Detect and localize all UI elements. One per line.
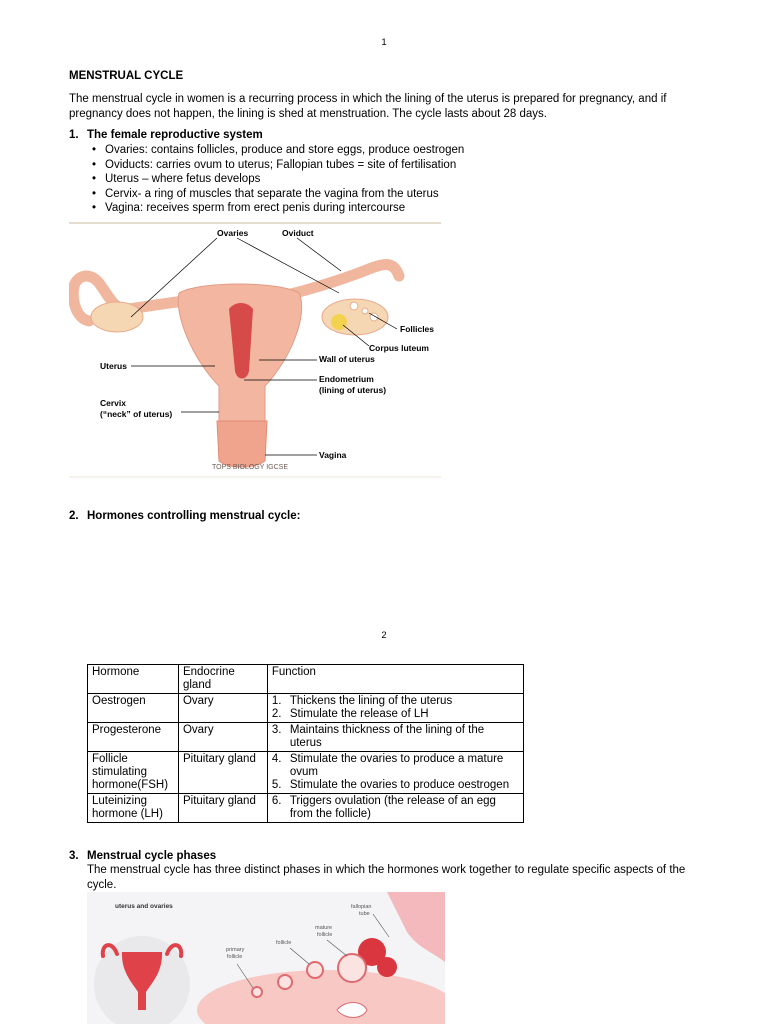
section-heading-2 xyxy=(69,509,300,524)
function-item: 4. Stimulate the ovaries to produce a mature ovum xyxy=(271,753,504,778)
table-header-row xyxy=(88,665,524,694)
table-row xyxy=(88,723,524,752)
primary-follicle-shape xyxy=(252,987,262,997)
reproductive-system-diagram xyxy=(69,221,441,481)
label-fallopian: fallopian xyxy=(351,904,372,910)
table-cell-gland: Pituitary gland xyxy=(178,794,267,823)
label-cervix-sub: (“neck” of uterus) xyxy=(100,409,173,419)
label-endometrium-sub: (lining of uterus) xyxy=(319,385,387,395)
function-item: 2. Stimulate the release of LH xyxy=(271,708,429,720)
section-title: Hormones controlling menstrual cycle: xyxy=(87,510,301,522)
table-cell-hormone: Progesterone xyxy=(88,723,179,752)
corpus-luteum xyxy=(331,314,347,330)
label-mature: mature xyxy=(315,925,333,931)
label-uterus: Uterus xyxy=(100,361,127,371)
label-primary: primary xyxy=(226,947,245,953)
follicle-shape xyxy=(307,962,323,978)
table-cell-function xyxy=(267,694,523,723)
left-ovary xyxy=(91,302,143,332)
hormone-table xyxy=(87,664,524,823)
figure-title: uterus and ovaries xyxy=(115,903,173,910)
section-heading-3 xyxy=(69,849,216,864)
table-cell-hormone: Follicle stimulating hormone(FSH) xyxy=(88,752,179,794)
section-number: 2. xyxy=(69,510,79,522)
label-primary-sub: follicle xyxy=(227,954,243,960)
intro-paragraph xyxy=(69,92,709,121)
function-item: 1. Thickens the lining of the uterus xyxy=(271,695,453,707)
label-fallopian-sub: tube xyxy=(359,911,370,917)
follicle-shape xyxy=(278,975,292,989)
intro-line: pregnancy does not happen, the lining is shed at menstruation. The cycle lasts about 28 days. xyxy=(69,107,547,120)
table-header-cell: Endocrine gland xyxy=(178,665,267,694)
table-cell-gland: Ovary xyxy=(178,694,267,723)
phases-line: The menstrual cycle has three distinct phases in which the hormones work together to regulate specific aspects of the xyxy=(87,864,686,876)
list-item: • Cervix- a ring of muscles that separate the vagina from the uterus xyxy=(87,187,464,202)
watermark: TOPS BIOLOGY IGCSE xyxy=(212,464,288,471)
section-heading-1 xyxy=(69,128,263,143)
section-number: 1. xyxy=(69,129,79,141)
phases-line: cycle. xyxy=(87,878,117,891)
section-title: The female reproductive system xyxy=(87,129,263,141)
function-item: 6. Triggers ovulation (the release of an egg from the follicle) xyxy=(271,795,496,820)
label-cervix: Cervix xyxy=(100,398,126,408)
table-header-cell: Hormone xyxy=(88,665,179,694)
list-item: • Vagina: receives sperm from erect penis during intercourse xyxy=(87,201,464,216)
table-cell-function xyxy=(267,723,523,752)
reproductive-system-list xyxy=(87,143,464,216)
table-row xyxy=(88,752,524,794)
label-vagina: Vagina xyxy=(319,450,347,460)
table-cell-function xyxy=(267,794,523,823)
table-header-cell: Function xyxy=(267,665,523,694)
list-item: • Uterus – where fetus develops xyxy=(87,172,464,187)
label-oviduct: Oviduct xyxy=(282,228,314,238)
uterus-ovaries-figure xyxy=(87,892,445,1024)
function-item: 3. Maintains thickness of the lining of the uterus xyxy=(271,724,485,749)
section-title: Menstrual cycle phases xyxy=(87,850,217,862)
table-cell-gland: Pituitary gland xyxy=(178,752,267,794)
table-row xyxy=(88,794,524,823)
vagina-shape xyxy=(217,421,267,467)
phases-paragraph xyxy=(87,863,717,892)
label-mature-sub: follicle xyxy=(317,932,333,938)
section-number: 3. xyxy=(69,850,79,862)
mature-follicle-shape xyxy=(338,954,366,982)
label-follicles: Follicles xyxy=(400,324,435,334)
list-item: • Ovaries: contains follicles, produce and store eggs, produce oestrogen xyxy=(87,143,464,158)
label-corpus-luteum: Corpus luteum xyxy=(369,343,429,353)
function-item: 5. Stimulate the ovaries to produce oestrogen xyxy=(271,779,510,791)
table-cell-hormone: Oestrogen xyxy=(88,694,179,723)
follicle-shape xyxy=(350,302,358,310)
label-ovaries: Ovaries xyxy=(217,228,249,238)
table-cell-gland: Ovary xyxy=(178,723,267,752)
list-item: • Oviducts: carries ovum to uterus; Fallopian tubes = site of fertilisation xyxy=(87,158,464,173)
label-follicle: follicle xyxy=(276,940,292,946)
page-number: 2 xyxy=(381,630,387,641)
follicle-shape xyxy=(362,308,368,314)
document-title: MENSTRUAL CYCLE xyxy=(69,70,184,82)
table-row xyxy=(88,694,524,723)
label-endometrium: Endometrium xyxy=(319,374,374,384)
table-cell-function xyxy=(267,752,523,794)
page-number: 1 xyxy=(381,37,387,48)
label-wall-of-uterus: Wall of uterus xyxy=(319,354,375,364)
table-cell-hormone: Luteinizing hormone (LH) xyxy=(88,794,179,823)
intro-line: The menstrual cycle in women is a recurring process in which the lining of the uterus is prepared for pregnancy, and if xyxy=(69,93,667,105)
